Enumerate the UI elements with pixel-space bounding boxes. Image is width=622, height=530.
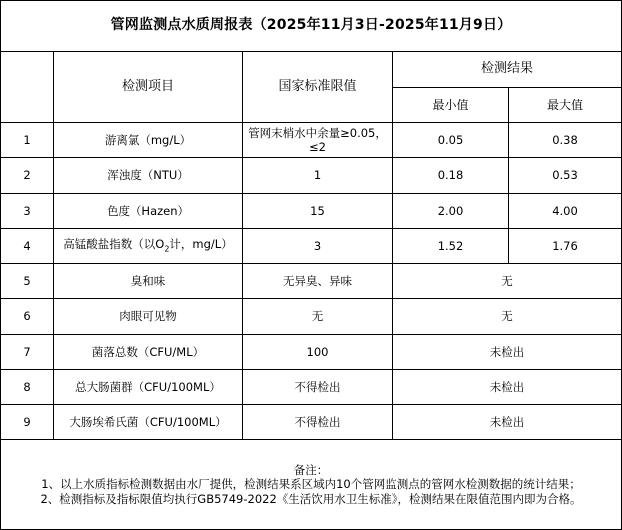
notes-row <box>1 440 622 530</box>
header-row-top <box>1 52 622 88</box>
row-result: 未检出 <box>393 405 622 440</box>
row-item-subscript: 2 <box>164 244 170 254</box>
table-row <box>1 405 622 440</box>
header-standard: 国家标准限值 <box>243 52 393 123</box>
header-result: 检测结果 <box>393 52 622 88</box>
table-row <box>1 123 622 158</box>
row-number: 1 <box>1 123 54 158</box>
row-standard: 100 <box>243 335 393 370</box>
row-result: 未检出 <box>393 370 622 405</box>
title-row <box>1 1 622 52</box>
note-line-1: 1、以上水质指标检测数据由水厂提供，检测结果系区域内10个管网监测点的管网水检测数据的统计结果； <box>41 477 581 492</box>
row-result: 未检出 <box>393 335 622 370</box>
row-standard: 无 <box>243 299 393 335</box>
header-min: 最小值 <box>393 88 509 123</box>
row-standard: 无异臭、异味 <box>243 264 393 299</box>
row-standard: 1 <box>243 158 393 194</box>
row-item: 色度（Hazen） <box>54 194 243 229</box>
row-standard: 管网末梢水中余量≥0.05，≤2 <box>243 123 393 158</box>
row-standard: 不得检出 <box>243 370 393 405</box>
row-max: 4.00 <box>509 194 622 229</box>
row-number: 3 <box>1 194 54 229</box>
row-item-suffix: 计，mg/L） <box>169 237 233 252</box>
row-min: 2.00 <box>393 194 509 229</box>
notes-heading: 备注： <box>293 462 329 477</box>
row-item <box>54 229 243 264</box>
note-line-2: 2、检测指标及指标限值均执行GB5749-2022《生活饮用水卫生标准》，检测结果在限值范围内即为合格。 <box>40 491 582 506</box>
row-standard: 3 <box>243 229 393 264</box>
notes-block <box>1 440 622 530</box>
table-row <box>1 335 622 370</box>
row-standard: 15 <box>243 194 393 229</box>
row-item: 臭和味 <box>54 264 243 299</box>
row-number: 5 <box>1 264 54 299</box>
row-max: 0.38 <box>509 123 622 158</box>
row-number: 8 <box>1 370 54 405</box>
row-standard: 不得检出 <box>243 405 393 440</box>
row-number: 7 <box>1 335 54 370</box>
row-item: 浑浊度（NTU） <box>54 158 243 194</box>
row-min: 1.52 <box>393 229 509 264</box>
row-number: 9 <box>1 405 54 440</box>
row-min: 0.18 <box>393 158 509 194</box>
table-row <box>1 158 622 194</box>
row-number: 2 <box>1 158 54 194</box>
row-item: 肉眼可见物 <box>54 299 243 335</box>
row-number: 4 <box>1 229 54 264</box>
table-row <box>1 264 622 299</box>
row-result: 无 <box>393 299 622 335</box>
row-number: 6 <box>1 299 54 335</box>
row-min: 0.05 <box>393 123 509 158</box>
table-row <box>1 194 622 229</box>
header-max: 最大值 <box>509 88 622 123</box>
row-item: 游离氯（mg/L） <box>54 123 243 158</box>
row-result: 无 <box>393 264 622 299</box>
row-max: 1.76 <box>509 229 622 264</box>
row-item: 大肠埃希氏菌（CFU/100ML） <box>54 405 243 440</box>
row-item: 菌落总数（CFU/ML） <box>54 335 243 370</box>
table-row <box>1 229 622 264</box>
table-row <box>1 370 622 405</box>
row-item: 总大肠菌群（CFU/100ML） <box>54 370 243 405</box>
row-item-prefix: 高锰酸盐指数（以O <box>63 237 165 252</box>
header-item: 检测项目 <box>54 52 243 123</box>
header-index-cell <box>1 52 54 123</box>
table-row <box>1 299 622 335</box>
report-title: 管网监测点水质周报表（2025年11月3日-2025年11月9日） <box>1 1 622 52</box>
row-max: 0.53 <box>509 158 622 194</box>
